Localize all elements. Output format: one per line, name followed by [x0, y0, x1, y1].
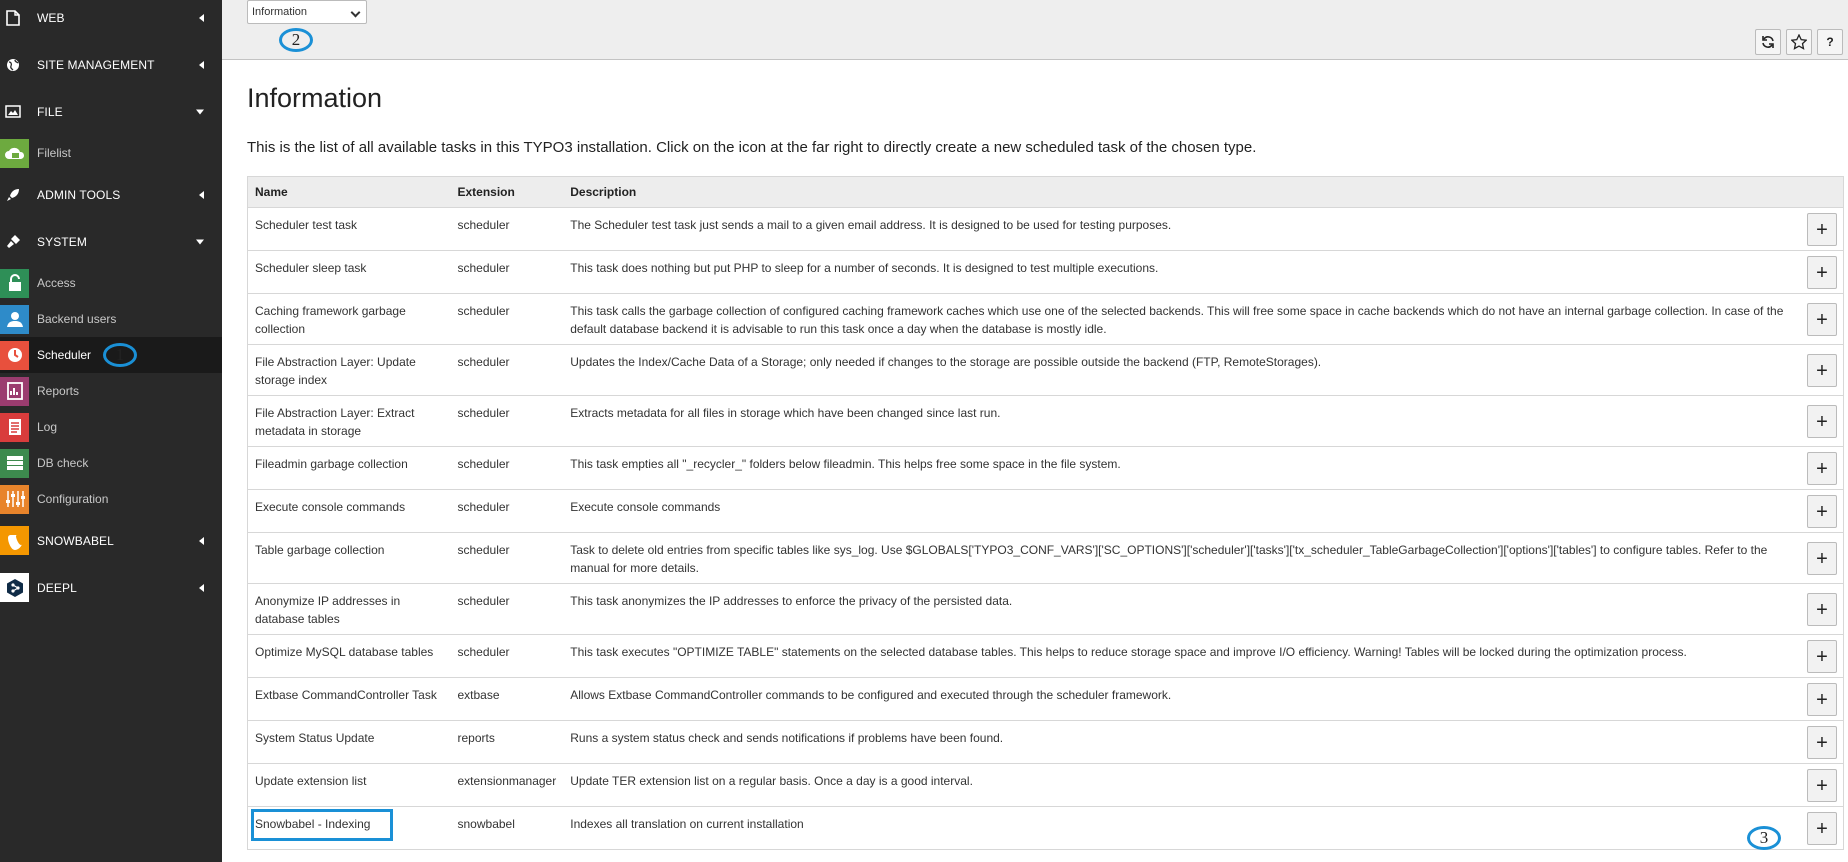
- task-name: System Status Update: [248, 721, 451, 764]
- group-label: SNOWBABEL: [37, 533, 114, 548]
- group-label: ADMIN TOOLS: [37, 187, 121, 202]
- task-extension: snowbabel: [451, 807, 564, 850]
- task-name: Anonymize IP addresses in database tables: [248, 584, 451, 635]
- task-name: Table garbage collection: [248, 533, 451, 584]
- caret-down-icon: [196, 239, 204, 244]
- highlight-box: [251, 809, 393, 841]
- table-row: [248, 635, 1844, 678]
- task-description: Allows Extbase CommandController commands to be configured and executed through the scheduler framework.: [563, 678, 1798, 721]
- caret-left-icon: [199, 191, 204, 199]
- plug-icon: [0, 229, 26, 255]
- refresh-button[interactable]: [1755, 29, 1781, 55]
- task-actions: [1799, 396, 1844, 447]
- clock-icon: [0, 341, 29, 370]
- task-extension: scheduler: [451, 251, 564, 294]
- module-label: Log: [37, 420, 58, 434]
- task-actions: [1799, 584, 1844, 635]
- table-row: [248, 678, 1844, 721]
- add-task-button[interactable]: +: [1807, 769, 1837, 802]
- module-label: Configuration: [37, 492, 109, 506]
- bookmark-button[interactable]: [1786, 29, 1812, 55]
- group-site-management[interactable]: [0, 41, 222, 88]
- task-actions: [1799, 294, 1844, 345]
- task-name: Fileadmin garbage collection: [248, 447, 451, 490]
- table-row: [248, 764, 1844, 807]
- module-label: Reports: [37, 384, 80, 398]
- typo3-logo-icon: [0, 526, 29, 555]
- task-description: This task empties all "_recycler_" folders below fileadmin. This helps free some space in the file system.: [563, 447, 1798, 490]
- table-row: [248, 807, 1844, 850]
- task-name: Scheduler test task: [248, 208, 451, 251]
- task-actions: [1799, 345, 1844, 396]
- star-icon: [1791, 34, 1807, 50]
- user-icon: [0, 305, 29, 334]
- content-area: [222, 61, 1848, 862]
- caret-left-icon: [199, 61, 204, 69]
- task-extension: scheduler: [451, 208, 564, 251]
- add-task-button[interactable]: +: [1807, 354, 1837, 387]
- task-extension: scheduler: [451, 584, 564, 635]
- column-header-name: Name: [248, 177, 451, 208]
- module-label: Backend users: [37, 312, 117, 326]
- task-description: Task to delete old entries from specific tables like sys_log. Use $GLOBALS['TYPO3_CONF_VARS']['SC_OPTIONS']['scheduler']['tasks']['tx_scheduler_TableGarbageCollection']['options']['tables'] to configure tables. Refer to the manual for more details.: [563, 533, 1798, 584]
- globe-icon: [0, 52, 26, 78]
- add-task-button[interactable]: +: [1807, 542, 1837, 575]
- group-snowbabel[interactable]: [0, 517, 222, 564]
- table-row: [248, 721, 1844, 764]
- task-actions: [1799, 251, 1844, 294]
- add-task-button[interactable]: +: [1807, 303, 1837, 336]
- task-actions: [1799, 533, 1844, 584]
- group-label: DEEPL: [37, 580, 77, 595]
- table-row: [248, 251, 1844, 294]
- task-description: Update TER extension list on a regular basis. Once a day is a good interval.: [563, 764, 1798, 807]
- task-name: File Abstraction Layer: Update storage index: [248, 345, 451, 396]
- caret-left-icon: [199, 537, 204, 545]
- module-label: DB check: [37, 456, 89, 470]
- add-task-button[interactable]: +: [1807, 495, 1837, 528]
- add-task-button[interactable]: +: [1807, 593, 1837, 626]
- module-label: Access: [37, 276, 76, 290]
- group-file[interactable]: [0, 88, 222, 135]
- column-header-description: Description: [563, 177, 1798, 208]
- task-description: This task anonymizes the IP addresses to enforce the privacy of the persisted data.: [563, 584, 1798, 635]
- module-access[interactable]: [0, 265, 222, 301]
- table-row: [248, 208, 1844, 251]
- module-db-check[interactable]: [0, 445, 222, 481]
- task-extension: scheduler: [451, 396, 564, 447]
- caret-left-icon: [199, 14, 204, 22]
- task-actions: [1799, 807, 1844, 850]
- task-actions: [1799, 208, 1844, 251]
- task-actions: [1799, 490, 1844, 533]
- image-icon: [0, 99, 26, 125]
- help-icon: ?: [1826, 35, 1834, 49]
- add-task-button[interactable]: +: [1807, 452, 1837, 485]
- add-task-button[interactable]: +: [1807, 683, 1837, 716]
- task-actions: [1799, 764, 1844, 807]
- task-actions: [1799, 721, 1844, 764]
- database-icon: [0, 449, 29, 478]
- table-row: [248, 294, 1844, 345]
- group-label: SYSTEM: [37, 234, 87, 249]
- task-description: Indexes all translation on current installation: [563, 807, 1798, 850]
- group-label: SITE MANAGEMENT: [37, 57, 155, 72]
- module-log[interactable]: [0, 409, 222, 445]
- task-name: Snowbabel - Indexing: [248, 807, 451, 850]
- table-row: [248, 396, 1844, 447]
- module-backend-users[interactable]: [0, 301, 222, 337]
- add-task-button[interactable]: +: [1807, 213, 1837, 246]
- add-task-button[interactable]: +: [1807, 405, 1837, 438]
- task-name: Scheduler sleep task: [248, 251, 451, 294]
- document-icon: [0, 5, 26, 31]
- task-actions: [1799, 678, 1844, 721]
- group-system[interactable]: [0, 218, 222, 265]
- annotation-marker-1: 1: [103, 343, 137, 367]
- add-task-button[interactable]: +: [1807, 640, 1837, 673]
- task-extension: extensionmanager: [451, 764, 564, 807]
- task-description: Execute console commands: [563, 490, 1798, 533]
- function-select-value: Information: [252, 6, 308, 18]
- function-select[interactable]: [247, 0, 367, 24]
- table-row: [248, 533, 1844, 584]
- task-description: Runs a system status check and sends notifications if problems have been found.: [563, 721, 1798, 764]
- table-row: [248, 447, 1844, 490]
- task-description: This task executes "OPTIMIZE TABLE" statements on the selected database tables. This helps to reduce storage space and improve I/O efficiency. Warning! Tables will be locked during the optimization process.: [563, 635, 1798, 678]
- task-name: Extbase CommandController Task: [248, 678, 451, 721]
- group-admin-tools[interactable]: [0, 171, 222, 218]
- table-row: [248, 584, 1844, 635]
- table-header-row: [248, 177, 1844, 208]
- task-extension: extbase: [451, 678, 564, 721]
- task-actions: [1799, 635, 1844, 678]
- task-extension: scheduler: [451, 345, 564, 396]
- deepl-logo-icon: [0, 573, 29, 602]
- report-icon: [0, 377, 29, 406]
- add-task-button[interactable]: +: [1807, 726, 1837, 759]
- task-description: This task calls the garbage collection of configured caching framework caches which use one of the selected backends. This will free some space in cache backends which do not have an internal garbage collection. In case of the default database backend it is advisable to run this task once a day when the database is mostly idle.: [563, 294, 1798, 345]
- task-extension: scheduler: [451, 447, 564, 490]
- column-header-actions: [1799, 177, 1844, 208]
- task-extension: reports: [451, 721, 564, 764]
- module-menu: [0, 0, 222, 862]
- cloud-folder-icon: [0, 139, 29, 168]
- help-button[interactable]: [1817, 29, 1843, 55]
- group-web[interactable]: [0, 0, 222, 41]
- task-name: File Abstraction Layer: Extract metadata in storage: [248, 396, 451, 447]
- refresh-icon: [1761, 35, 1775, 49]
- group-deepl[interactable]: [0, 564, 222, 611]
- task-name: Optimize MySQL database tables: [248, 635, 451, 678]
- column-header-extension: Extension: [451, 177, 564, 208]
- module-filelist[interactable]: [0, 135, 222, 171]
- module-reports[interactable]: [0, 373, 222, 409]
- rocket-icon: [0, 182, 26, 208]
- task-description: This task does nothing but put PHP to sleep for a number of seconds. It is designed to test multiple executions.: [563, 251, 1798, 294]
- task-extension: scheduler: [451, 490, 564, 533]
- caret-left-icon: [199, 584, 204, 592]
- task-extension: scheduler: [451, 635, 564, 678]
- page-title: Information: [247, 83, 383, 113]
- task-name: Execute console commands: [248, 490, 451, 533]
- table-row: [248, 345, 1844, 396]
- annotation-marker-2: 2: [279, 28, 313, 52]
- add-task-button[interactable]: +: [1807, 256, 1837, 289]
- chevron-down-icon: [351, 8, 361, 18]
- caret-down-icon: [196, 109, 204, 114]
- task-description: The Scheduler test task just sends a mail to a given email address. It is designed to be used for testing purposes.: [563, 208, 1798, 251]
- task-extension: scheduler: [451, 294, 564, 345]
- module-label: Scheduler: [37, 348, 92, 362]
- intro-text: This is the list of all available tasks in this TYPO3 installation. Click on the icon at the far right to directly create a new scheduled task of the chosen type.: [247, 139, 1257, 156]
- group-label: FILE: [37, 104, 63, 119]
- task-extension: scheduler: [451, 533, 564, 584]
- task-description: Updates the Index/Cache Data of a Storage; only needed if changes to the storage are possible outside the backend (FTP, RemoteStorages).: [563, 345, 1798, 396]
- module-label: Filelist: [37, 146, 72, 160]
- task-name: Caching framework garbage collection: [248, 294, 451, 345]
- sliders-icon: [0, 485, 29, 514]
- annotation-marker-3: 3: [1747, 826, 1781, 850]
- module-configuration[interactable]: [0, 481, 222, 517]
- group-label: WEB: [37, 10, 65, 25]
- module-scheduler[interactable]: [0, 337, 222, 373]
- task-actions: [1799, 447, 1844, 490]
- task-types-table: [247, 176, 1844, 850]
- table-row: [248, 490, 1844, 533]
- task-name: Update extension list: [248, 764, 451, 807]
- log-icon: [0, 413, 29, 442]
- task-description: Extracts metadata for all files in storage which have been changed since last run.: [563, 396, 1798, 447]
- doc-header: [222, 0, 1848, 60]
- lock-icon: [0, 269, 29, 298]
- add-task-button[interactable]: +: [1807, 812, 1837, 845]
